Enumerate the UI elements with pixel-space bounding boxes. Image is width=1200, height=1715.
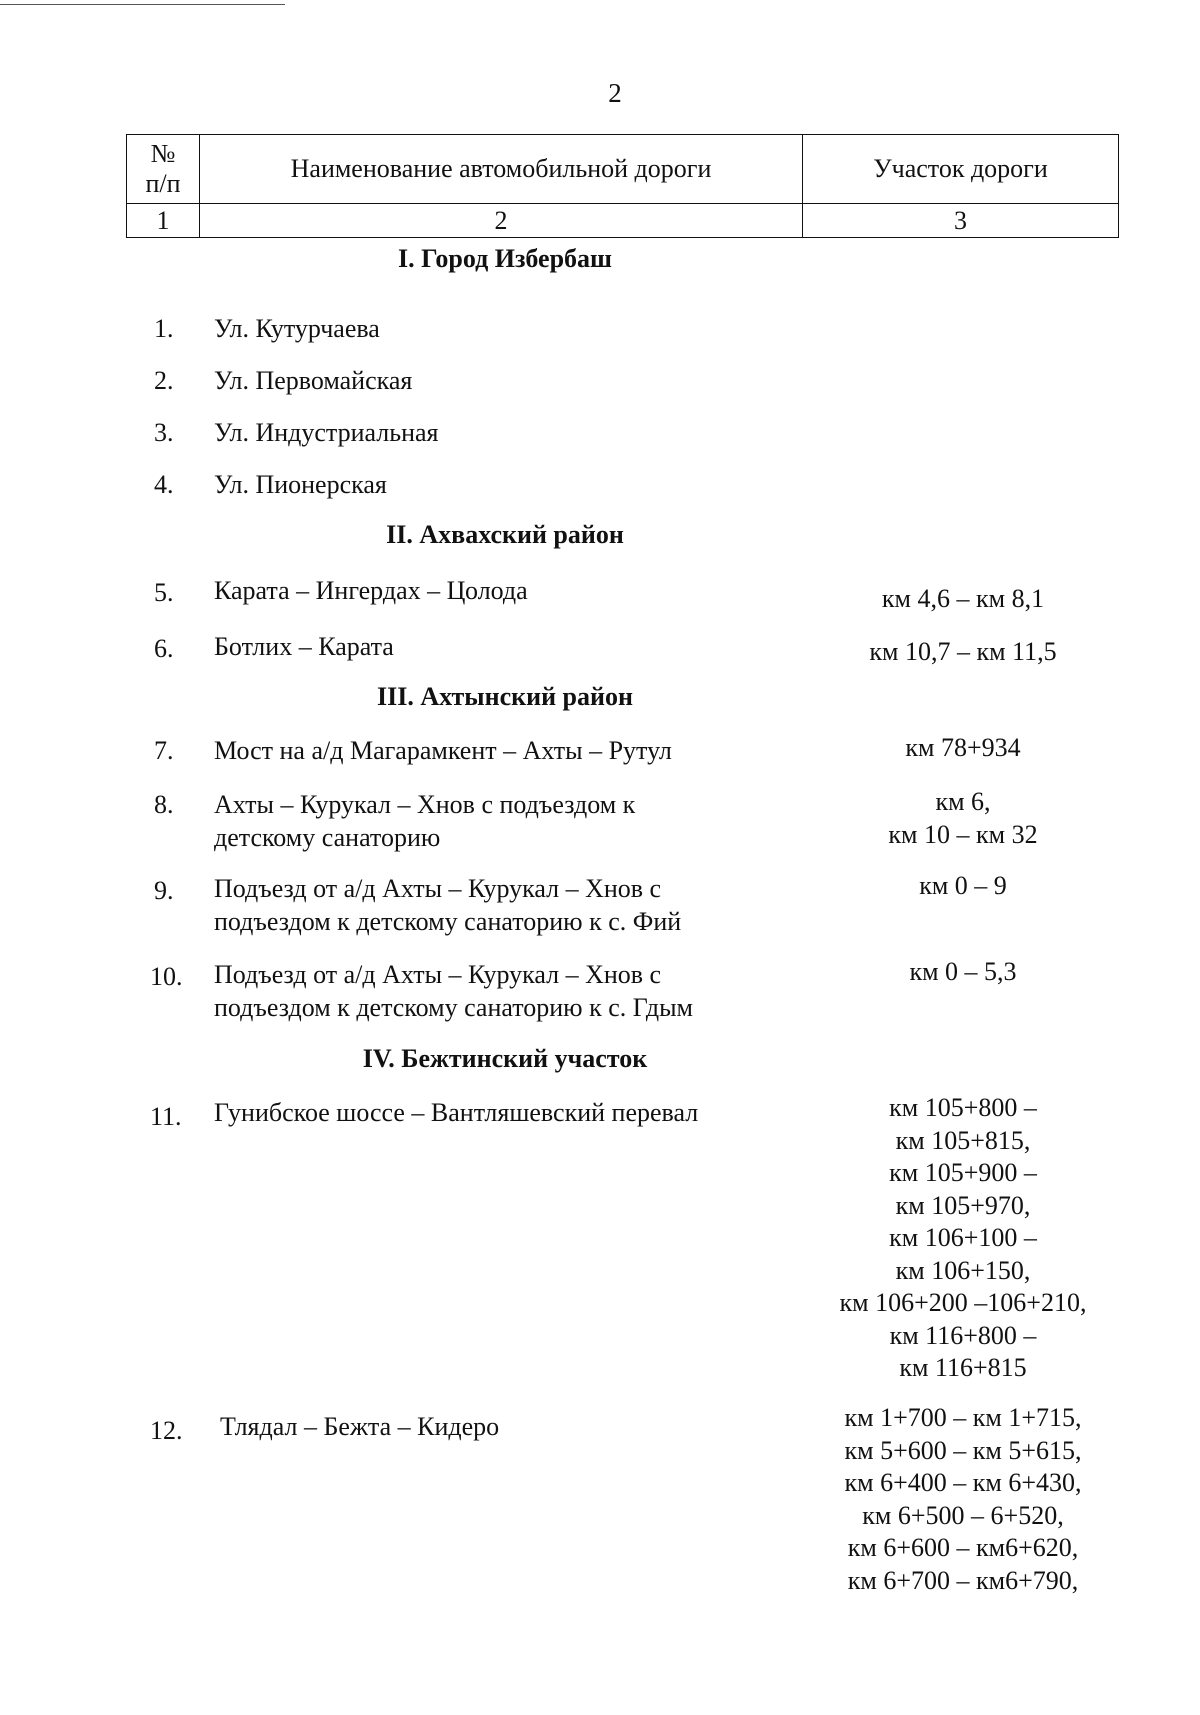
road-section	[808, 583, 1118, 616]
road-section-line: км 0 – 9	[919, 871, 1007, 900]
header-col-road-name: Наименование автомобильной дороги	[200, 135, 803, 204]
road-name-line: Карата – Ингердах – Цолода	[214, 576, 528, 605]
row-number: 2.	[154, 366, 174, 395]
road-name-line: подъездом к детскому санаторию к с. Фий	[214, 907, 682, 936]
row-number: 10.	[150, 962, 183, 991]
road-name-line: Тлядал – Бежта – Кидеро	[220, 1412, 500, 1441]
road-section-line: км 6+600 – км6+620,	[847, 1533, 1079, 1562]
road-section-line: км 6+700 – км6+790,	[847, 1565, 1079, 1595]
section-heading: III. Ахтынский район	[377, 682, 633, 711]
header-row	[127, 135, 1119, 204]
road-section-line: км 10 – км 32	[888, 819, 1038, 849]
row-number: 6.	[154, 634, 174, 663]
row-number: 4.	[154, 470, 174, 499]
header-col-road-section: Участок дороги	[803, 135, 1119, 204]
section-heading: II. Ахвахский район	[386, 520, 624, 549]
road-name-line: Ул. Индустриальная	[214, 418, 439, 447]
header-col-number	[127, 135, 200, 204]
page-number: 2	[608, 78, 622, 108]
road-name	[214, 788, 814, 854]
row-number: 1.	[154, 314, 174, 343]
road-section	[808, 1402, 1118, 1597]
column-numbers-row	[127, 204, 1119, 238]
header-col-number-line1: №	[150, 139, 176, 168]
header-col-number-line2: п/п	[145, 169, 181, 198]
road-section	[808, 870, 1118, 903]
road-section-line: км 10,7 – км 11,5	[869, 637, 1057, 666]
road-name	[214, 958, 814, 1024]
row-number: 5.	[154, 578, 174, 607]
road-name-line: Ахты – Курукал – Хнов с подъездом к	[214, 790, 636, 819]
row-number: 8.	[154, 790, 174, 819]
road-name-line: Гунибское шоссе – Вантляшевский перевал	[214, 1098, 699, 1127]
road-section-line: км 105+970,	[895, 1190, 1031, 1220]
road-name	[214, 468, 814, 501]
road-section	[808, 956, 1118, 989]
road-section-line: км 1+700 – км 1+715,	[844, 1403, 1082, 1432]
road-name	[214, 1096, 814, 1129]
road-section	[808, 636, 1118, 669]
road-name-line: детскому санаторию	[214, 823, 441, 852]
road-name-line: Подъезд от а/д Ахты – Курукал – Хнов с	[214, 874, 662, 903]
road-section-line: км 0 – 5,3	[909, 957, 1017, 986]
scan-artifact-line	[0, 4, 285, 5]
road-name-line: подъездом к детскому санаторию к с. Гдым	[214, 993, 694, 1022]
road-name	[214, 312, 814, 345]
road-section-line: км 105+900 –	[889, 1158, 1037, 1187]
row-number: 11.	[150, 1102, 182, 1131]
header-table	[126, 134, 1119, 238]
road-name	[214, 872, 814, 938]
row-number: 3.	[154, 418, 174, 447]
section-heading: IV. Бежтинский участок	[362, 1044, 648, 1073]
road-name-line: Ул. Пионерская	[214, 470, 387, 499]
road-section-line: км 4,6 – км 8,1	[881, 584, 1045, 613]
road-section-line: км 106+150,	[895, 1255, 1031, 1285]
row-number: 9.	[154, 876, 174, 905]
road-section-line: км 6+400 – км 6+430,	[844, 1468, 1082, 1497]
road-section-line: км 116+800 –	[889, 1320, 1037, 1350]
section-heading: I. Город Избербаш	[397, 244, 613, 273]
row-number: 7.	[154, 736, 174, 765]
row-number: 12.	[150, 1416, 183, 1445]
road-name	[214, 734, 814, 767]
road-name-line: Ул. Кутурчаева	[214, 314, 380, 343]
road-section-line: км 78+934	[905, 733, 1021, 762]
road-name-line: Ботлих – Карата	[214, 632, 394, 661]
road-name	[214, 416, 814, 449]
road-name	[214, 630, 814, 663]
road-section-line: км 5+600 – км 5+615,	[844, 1435, 1082, 1465]
road-name-line: Мост на а/д Магарамкент – Ахты – Рутул	[214, 736, 672, 765]
road-section-line: км 6+500 – 6+520,	[862, 1500, 1064, 1530]
road-name	[214, 364, 814, 397]
road-name-line: Подъезд от а/д Ахты – Курукал – Хнов с	[214, 960, 662, 989]
road-section	[808, 786, 1118, 851]
column-number-2: 2	[200, 204, 803, 238]
column-number-3: 3	[803, 204, 1119, 238]
road-section-line: км 105+815,	[895, 1125, 1031, 1155]
road-section-line: км 106+100 –	[889, 1223, 1037, 1252]
road-section	[808, 1092, 1118, 1385]
road-section-line: км 106+200 –106+210,	[839, 1288, 1087, 1317]
road-section-line: км 6,	[935, 787, 991, 816]
column-number-1: 1	[127, 204, 200, 238]
road-name	[214, 574, 814, 607]
road-section-line: км 105+800 –	[889, 1093, 1037, 1122]
road-name	[220, 1410, 820, 1443]
road-section-line: км 116+815	[899, 1353, 1027, 1382]
road-section	[808, 732, 1118, 765]
road-name-line: Ул. Первомайская	[214, 366, 413, 395]
